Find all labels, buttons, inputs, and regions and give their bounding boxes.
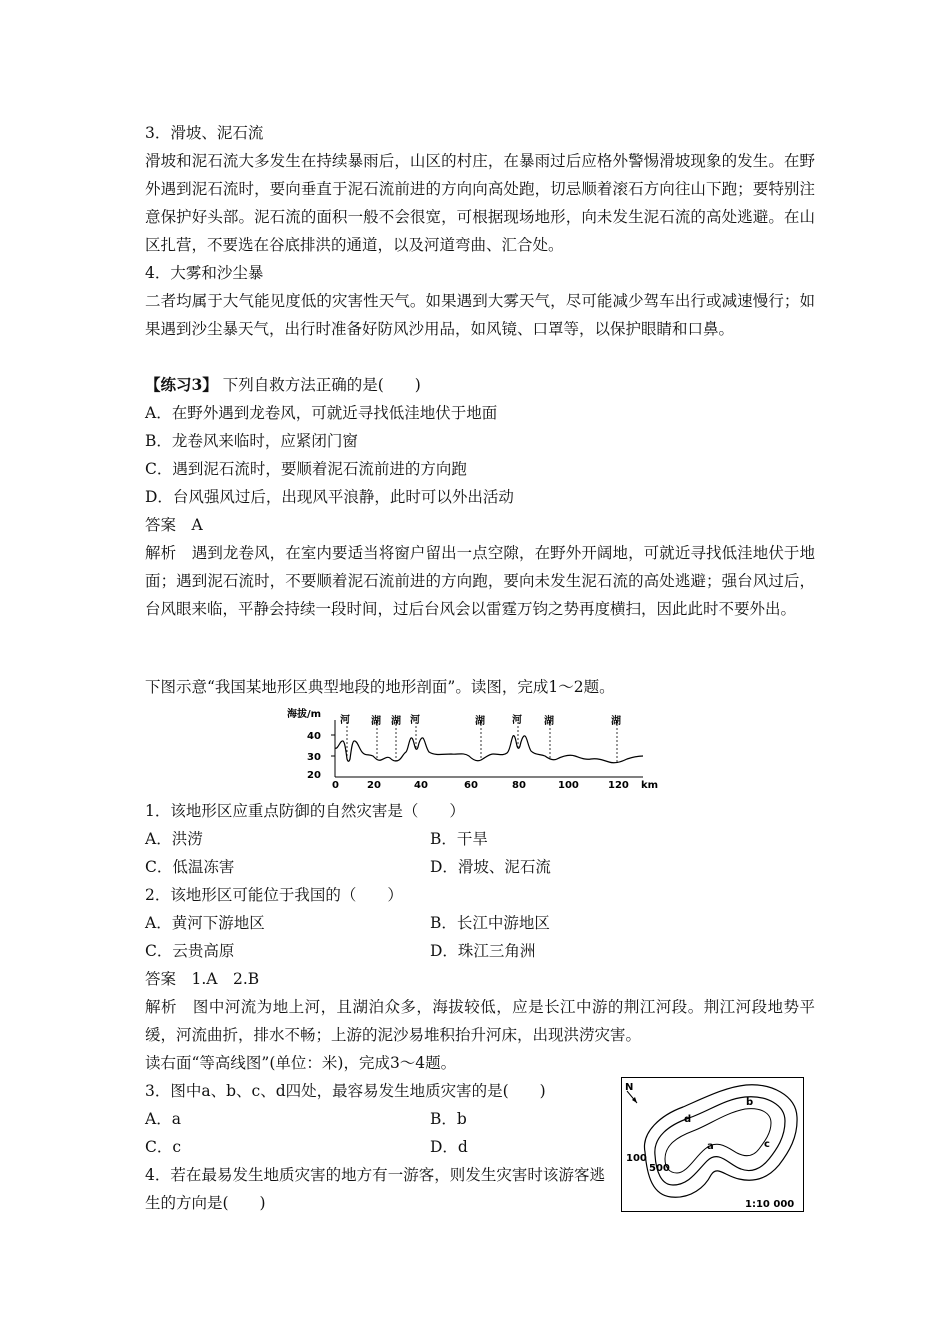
exercise3-answer: 答案 A: [145, 516, 203, 534]
exercise3-analysis: 解析 遇到龙卷风，在室内要适当将窗户留出一点空隙，在野外开阔地，可就近寻找低洼地伏于地面；遇到泥石流时，不要顺着泥石流前进的方向跑，要向未发生泥石流的高处逃避；强台风过后，台风眼来临，平静会持续一段时间，过后台风会以雷霆万钧之势再度横扫，因此此时不要外出。: [145, 544, 815, 618]
q2-stem: 2．该地形区可能位于我国的（ ）: [145, 886, 403, 904]
north-label: N: [625, 1082, 634, 1093]
map-scale: 1:10 000: [745, 1199, 795, 1210]
q4-stem: 4．若在最易发生地质灾害的地方有一游客，则发生灾害时该游客逃生的方向是( ): [145, 1166, 605, 1212]
point-a: a: [707, 1141, 714, 1152]
terrain-profile-line: [335, 736, 643, 763]
point-d: d: [684, 1114, 692, 1125]
q3-option-a: A．a: [145, 1110, 181, 1128]
profile-label-lake-4: 湖: [544, 716, 554, 727]
profile-label-river-2: 河: [410, 715, 420, 726]
group1-answer: 答案 1.A 2.B: [145, 970, 260, 988]
q3-option-b: B．b: [430, 1110, 467, 1128]
profile-xtick-20: 20: [367, 780, 381, 790]
exercise3-question: [145, 371, 815, 399]
profile-xtick-0: 0: [332, 780, 339, 790]
profile-xtick-40: 40: [414, 780, 428, 790]
q1-option-a: A．洪涝: [145, 830, 203, 848]
section-heading-fog-sandstorm: 4．大雾和沙尘暴: [145, 264, 264, 282]
terrain-profile-figure: [285, 704, 665, 790]
profile-xunit: km: [641, 780, 659, 790]
profile-ytick-20: 20: [307, 770, 321, 781]
section-body-fog-sandstorm: 二者均属于大气能见度低的灾害性天气。如果遇到大雾天气，尽可能减少驾车出行或减速慢行；如果遇到沙尘暴天气，出行时准备好防风沙用品，如风镜、口罩等，以保护眼睛和口鼻。: [145, 292, 815, 338]
profile-label-lake-1: 湖: [371, 716, 381, 727]
profile-ylabel: 海拔/m: [287, 709, 322, 720]
exercise3-option-c: C．遇到泥石流时，要顺着泥石流前进的方向跑: [145, 460, 467, 478]
exercise3-option-a: A．在野外遇到龙卷风，可就近寻找低洼地伏于地面: [145, 404, 498, 422]
profile-label-lake-3: 湖: [475, 716, 485, 727]
profile-xtick-60: 60: [464, 780, 478, 790]
group1-analysis: 解析 图中河流为地上河，且湖泊众多，海拔较低，应是长江中游的荆江河段。荆江河段地势平缓，河流曲折，排水不畅；上游的泥沙易堆积抬升河床，出现洪涝灾害。: [145, 998, 815, 1044]
q1-option-d: D．滑坡、泥石流: [430, 858, 551, 876]
exercise3-tag: 【练习3】: [145, 375, 218, 394]
profile-label-lake-5: 湖: [611, 716, 621, 727]
point-c: c: [764, 1139, 770, 1150]
q3-option-d: D．d: [430, 1138, 468, 1156]
profile-ytick-40: 40: [307, 731, 321, 742]
point-b: b: [746, 1097, 754, 1108]
section-heading-landslide: 3．滑坡、泥石流: [145, 124, 264, 142]
section-body-landslide: 滑坡和泥石流大多发生在持续暴雨后，山区的村庄，在暴雨过后应格外警惕滑坡现象的发生。在野外遇到泥石流时，要向垂直于泥石流前进的方向向高处跑，切忌顺着滚石方向往山下跑；要特别注意保护好头部。泥石流的面积一般不会很宽，可根据现场地形，向未发生泥石流的高处逃避。在山区扎营，不要选在谷底排洪的通道，以及河道弯曲、汇合处。: [145, 152, 815, 254]
q2-option-d: D．珠江三角洲: [430, 942, 536, 960]
profile-xtick-100: 100: [558, 780, 579, 790]
profile-label-river-1: 河: [340, 715, 350, 726]
profile-ytick-30: 30: [307, 752, 321, 763]
profile-xtick-80: 80: [512, 780, 526, 790]
exercise3-option-b: B．龙卷风来临时，应紧闭门窗: [145, 432, 358, 450]
contour-label-100: 100: [626, 1153, 647, 1164]
q1-option-b: B．干旱: [430, 830, 488, 848]
group2-intro: 读右面“等高线图”(单位：米)，完成3～4题。: [145, 1054, 457, 1072]
profile-xtick-120: 120: [608, 780, 629, 790]
exercise3-stem: 下列自救方法正确的是( ): [222, 376, 421, 394]
q1-option-c: C．低温冻害: [145, 858, 235, 876]
contour-map: [621, 1077, 804, 1212]
q3-stem: 3．图中a、b、c、d四处，最容易发生地质灾害的是( ): [145, 1082, 546, 1100]
q2-option-b: B．长江中游地区: [430, 914, 550, 932]
q2-option-c: C．云贵高原: [145, 942, 235, 960]
q2-option-a: A．黄河下游地区: [145, 914, 265, 932]
profile-label-river-3: 河: [512, 715, 522, 726]
q3-option-c: C．c: [145, 1138, 182, 1156]
contour-label-500: 500: [649, 1163, 670, 1174]
group1-intro: 下图示意“我国某地形区典型地段的地形剖面”。读图，完成1～2题。: [145, 678, 615, 696]
profile-label-lake-2: 湖: [391, 716, 401, 727]
q1-stem: 1．该地形区应重点防御的自然灾害是（ ）: [145, 802, 465, 820]
exercise3-option-d: D．台风强风过后，出现风平浪静，此时可以外出活动: [145, 488, 514, 506]
